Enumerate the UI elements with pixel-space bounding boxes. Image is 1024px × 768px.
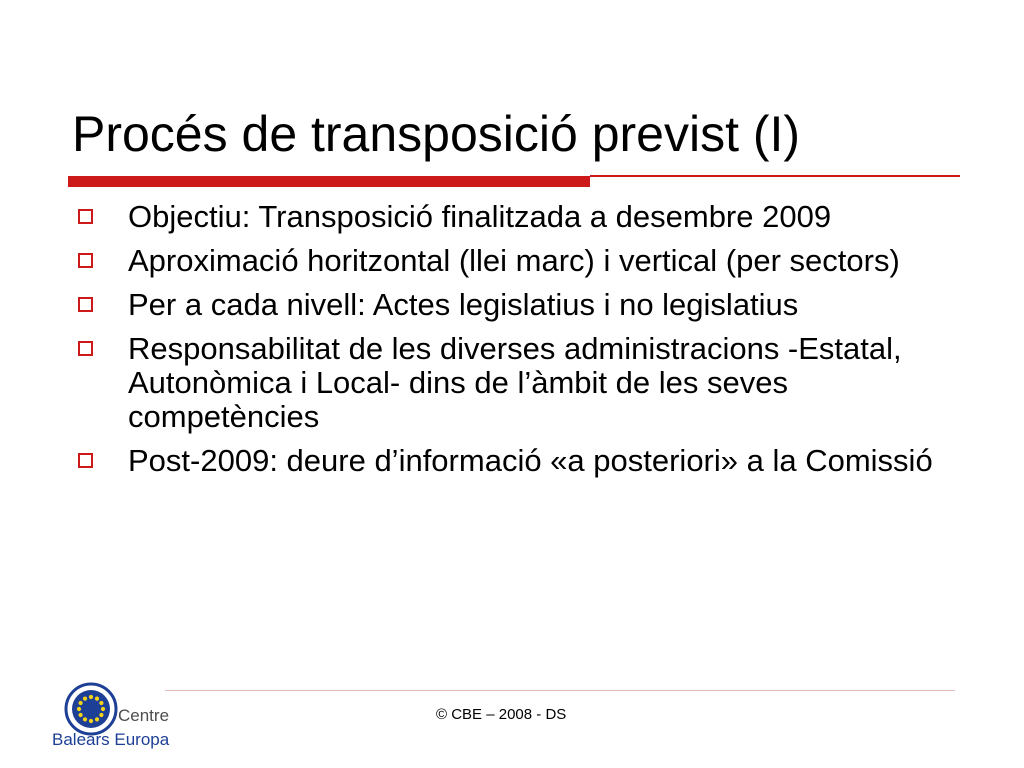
bullet-item — [76, 332, 976, 434]
footer-copyright: © CBE – 2008 - DS — [436, 706, 567, 723]
square-bullet-icon — [78, 209, 93, 224]
logo-text-name: Balears Europa — [52, 730, 170, 749]
bullet-text: Aproximació horitzontal (llei marc) i vertical (per sectors) — [128, 243, 900, 278]
title-underline-thick — [68, 176, 590, 187]
bullet-list — [76, 200, 976, 488]
bullet-text: Post-2009: deure d’informació «a posteriori» a la Comissió — [128, 443, 933, 478]
bullet-item — [76, 244, 976, 278]
footer-divider — [165, 690, 955, 691]
eu-stars-emblem-icon — [64, 680, 120, 736]
logo-text-centre: Centre — [118, 706, 170, 725]
bullet-text: Responsabilitat de les diverses administracions -Estatal, Autonòmica i Local- dins de l’àmbit de les seves competències — [128, 331, 902, 434]
square-bullet-icon — [78, 253, 93, 268]
centre-balears-europa-logo — [52, 680, 172, 756]
square-bullet-icon — [78, 341, 93, 356]
bullet-item — [76, 200, 976, 234]
square-bullet-icon — [78, 297, 93, 312]
square-bullet-icon — [78, 453, 93, 468]
bullet-item — [76, 444, 976, 478]
bullet-text: Per a cada nivell: Actes legislatius i no legislatius — [128, 287, 799, 322]
title-underline-thin — [590, 175, 960, 177]
slide-title: Procés de transposició previst (I) — [72, 106, 801, 162]
bullet-text: Objectiu: Transposició finalitzada a desembre 2009 — [128, 199, 832, 234]
bullet-item — [76, 288, 976, 322]
